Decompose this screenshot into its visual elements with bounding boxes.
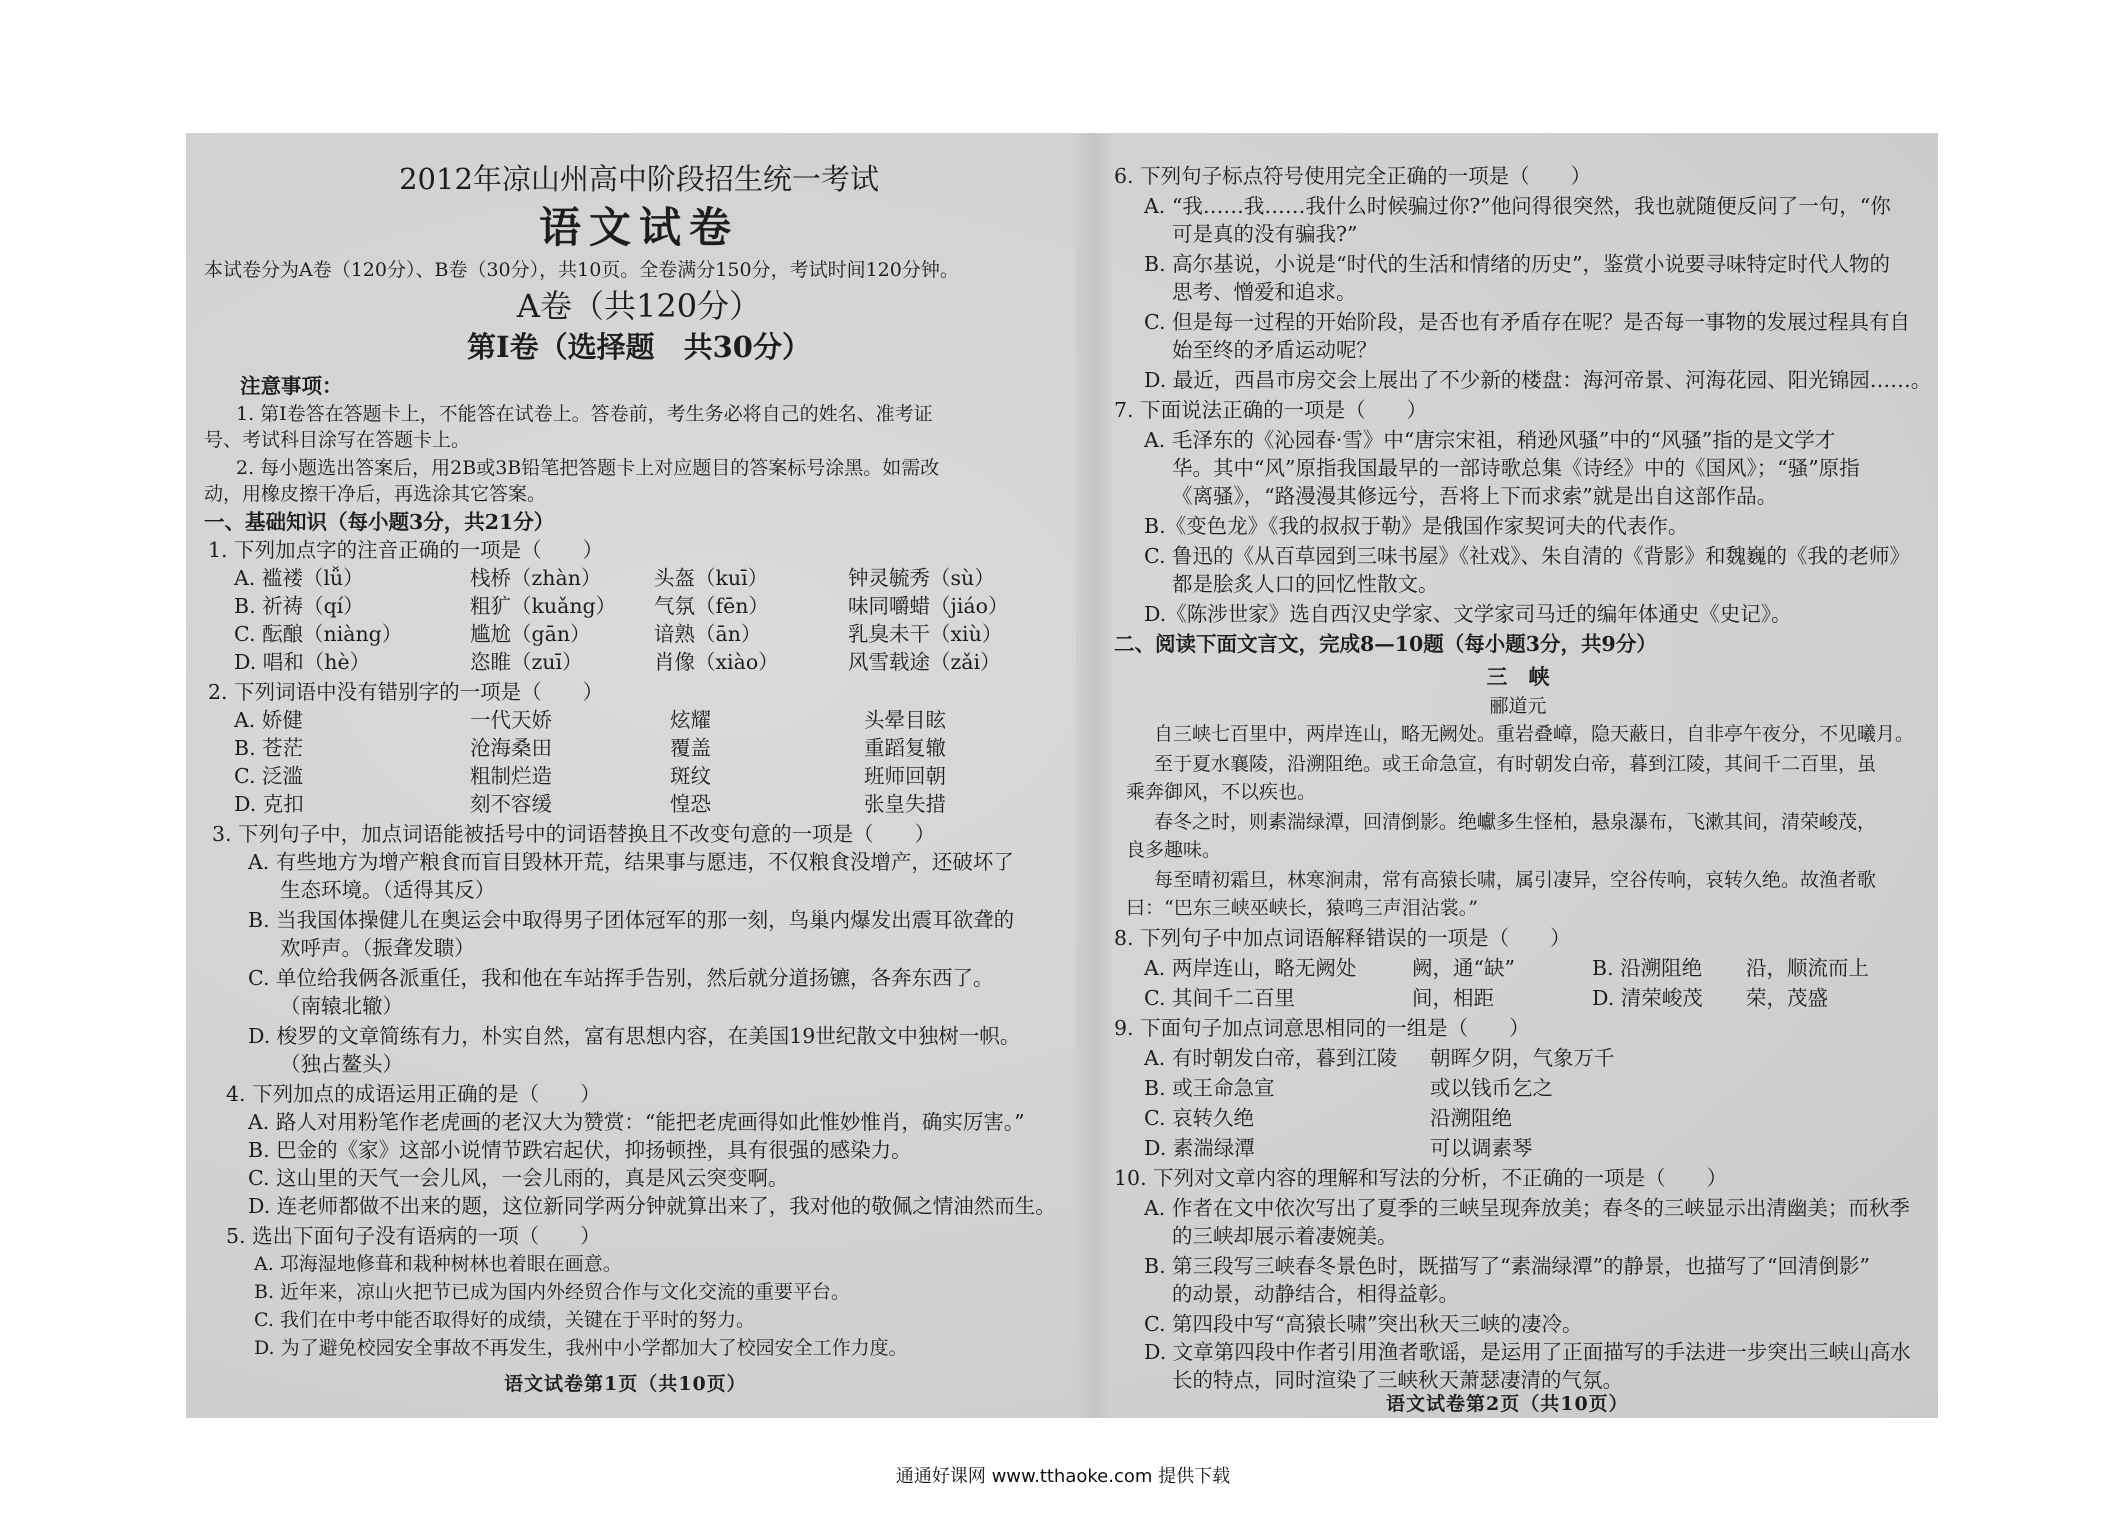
option-cell: 沧海桑田 [470,736,552,760]
option-cell: 谙熟（ān） [654,622,762,646]
question-text-line: 华。其中“风”原指我国最早的一部诗歌总集《诗经》中的《国风》；“骚”原指 [1172,456,1860,480]
option-cell: 荣，茂盛 [1746,986,1828,1010]
passage-line: 自三峡七百里中，两岸连山，略无阙处。重岩叠嶂，隐天蔽日，自非亭午夜分，不见曦月。 [1154,723,1915,745]
option-cell: 尴尬（gān） [470,622,591,646]
question-text-line: 思考、憎爱和追求。 [1172,280,1357,304]
option-cell: C. 泛滥 [234,764,303,788]
notes-title: 注意事项： [240,374,343,398]
question-9: 9. 下面句子加点词意思相同的一组是（ ） [1114,1016,1530,1040]
option-cell: 刻不容缓 [470,792,552,816]
section-heading: 一、基础知识（每小题3分，共21分） [204,510,555,534]
question-text-line: B. 近年来，凉山火把节已成为国内外经贸合作与文化交流的重要平台。 [254,1281,851,1303]
part-a-heading: A卷（共120分） [516,287,762,325]
option-cell: 一代天娇 [470,708,552,732]
note-line: 号、考试科目涂写在答题卡上。 [204,429,471,451]
option-cell: 头盔（kuī） [654,566,769,590]
question-text-line: （独占鳌头） [280,1052,403,1076]
note-line: 1. 第Ⅰ卷答在答题卡上，不能答在试卷上。答卷前，考生务必将自己的姓名、准考证 [236,403,933,425]
question-5: 5. 选出下面句子没有语病的一项（ ） [226,1224,601,1248]
question-text-line: 的三峡却展示着凄婉美。 [1172,1224,1398,1248]
question-text-line: 都是脍炙人口的回忆性散文。 [1172,572,1439,596]
question-text-line: C. 这山里的天气一会儿风，一会儿雨的，真是风云突变啊。 [248,1166,789,1190]
page-footer: 语文试卷第2页（共10页） [1386,1393,1629,1415]
option-cell: 肖像（xiào） [654,650,779,674]
question-text-line: A. 作者在文中依次写出了夏季的三峡呈现奔放美；春冬的三峡显示出清幽美；而秋季 [1144,1196,1910,1220]
passage-line: 曰：“巴东三峡巫峡长，猿鸣三声泪沾裳。” [1126,897,1478,919]
download-credit: 通通好课网 www.tthaoke.com 提供下载 [895,1466,1231,1487]
question-text-line: C. 第四段中写“高猿长啸”突出秋天三峡的凄冷。 [1144,1312,1583,1336]
question-text-line: D. 梭罗的文章简练有力，朴实自然，富有思想内容，在美国19世纪散文中独树一帜。 [248,1024,1021,1048]
option-cell: A. 娇健 [234,708,303,732]
exam-page-1 [204,133,1074,1418]
question-text-line: 《离骚》，“路漫漫其修远兮，吾将上下而求索”就是出自这部作品。 [1172,484,1778,508]
option-cell: 味同嚼蜡（jiáo） [848,594,1009,618]
question-2: 2. 下列词语中没有错别字的一项是（ ） [208,680,604,704]
option-cell: C. 其间千二百里 [1144,986,1295,1010]
question-text-line: D. 为了避免校园安全事故不再发生，我州中小学都加大了校园安全工作力度。 [254,1337,908,1359]
question-3: 3. 下列句子中，加点词语能被括号中的词语替换且不改变句意的一项是（ ） [212,822,936,846]
option-cell: C. 哀转久绝 [1144,1106,1254,1130]
exam-page-2 [1114,133,1932,1418]
question-text-line: B. 巴金的《家》这部小说情节跌宕起伏，抑扬顿挫，具有很强的感染力。 [248,1138,912,1162]
option-cell: B. 沿溯阻绝 [1592,956,1703,980]
section-heading: 二、阅读下面文言文，完成8—10题（每小题3分，共9分） [1114,632,1657,656]
option-cell: 或以钱币乞之 [1430,1076,1553,1100]
question-7: 7. 下面说法正确的一项是（ ） [1114,398,1428,422]
option-cell: 斑纹 [670,764,711,788]
option-cell: C. 酝酿（niàng） [234,622,403,646]
scanned-exam-spread [186,133,1938,1418]
option-cell: 阙，通“缺” [1412,956,1515,980]
option-cell: 班师回朝 [864,764,946,788]
option-cell: 乳臭未干（xiù） [848,622,1003,646]
question-text-line: B. 高尔基说，小说是“时代的生活和情绪的历史”，鉴赏小说要寻味特定时代人物的 [1144,252,1891,276]
question-text-line: B. 第三段写三峡春冬景色时，既描写了“素湍绿潭”的静景，也描写了“回清倒影” [1144,1254,1871,1278]
question-text-line: 欢呼声。（振聋发聩） [280,936,475,960]
question-4: 4. 下列加点的成语运用正确的是（ ） [226,1082,601,1106]
question-text-line: A. 有些地方为增产粮食而盲目毁林开荒，结果事与愿违，不仅粮食没增产，还破坏了 [248,850,1014,874]
option-cell: 炫耀 [670,708,711,732]
exam-intro: 本试卷分为A卷（120分）、B卷（30分），共10页。全卷满分150分，考试时间120分钟。 [204,259,959,281]
option-cell: D. 克扣 [234,792,304,816]
option-cell: 张皇失措 [864,792,946,816]
passage-line: 至于夏水襄陵，沿溯阻绝。或王命急宣，有时朝发白帝，暮到江陵，其间千二百里，虽 [1154,753,1877,775]
note-line: 2. 每小题选出答案后，用2B或3B铅笔把答题卡上对应题目的答案标号涂黑。如需改 [236,457,940,479]
question-text-line: C. 单位给我俩各派重任，我和他在车站挥手告别，然后就分道扬镳，各奔东西了。 [248,966,994,990]
option-cell: 钟灵毓秀（sù） [848,566,995,590]
page-gutter [1076,133,1112,1418]
passage-author: 郦道元 [1489,695,1547,717]
option-cell: B. 苍茫 [234,736,304,760]
option-cell: 粗犷（kuǎng） [470,594,617,618]
option-cell: 粗制烂造 [470,764,552,788]
option-cell: 头晕目眩 [864,708,946,732]
question-text-line: C. 我们在中考中能否取得好的成绩，关键在于平时的努力。 [254,1309,755,1331]
question-text-line: 长的特点，同时渲染了三峡秋天萧瑟凄清的气氛。 [1172,1368,1623,1392]
option-cell: 惶恐 [670,792,711,816]
question-text-line: C. 但是每一过程的开始阶段，是否也有矛盾存在呢？是否每一事物的发展过程具有自 [1144,310,1910,334]
option-cell: B. 祈祷（qí） [234,594,364,618]
note-line: 动，用橡皮擦干净后，再选涂其它答案。 [204,483,547,505]
option-cell: 气氛（fēn） [654,594,769,618]
exam-title: 2012年凉山州高中阶段招生统一考试 [399,162,879,196]
subject-title: 语文试卷 [538,203,739,252]
passage-line: 良多趣味。 [1126,839,1222,861]
option-cell: D. 唱和（hè） [234,650,371,674]
option-cell: 栈桥（zhàn） [470,566,602,590]
question-text-line: 生态环境。（适得其反） [280,878,496,902]
question-text-line: B.《变色龙》《我的叔叔于勒》是俄国作家契诃夫的代表作。 [1144,514,1689,538]
option-cell: 重蹈复辙 [864,736,946,760]
question-text-line: 可是真的没有骗我?” [1172,222,1358,246]
option-cell: 覆盖 [670,736,711,760]
part-one-heading: 第Ⅰ卷（选择题 共30分） [467,330,811,364]
question-text-line: B. 当我国体操健儿在奥运会中取得男子团体冠军的那一刻，鸟巢内爆发出震耳欲聋的 [248,908,1015,932]
question-text-line: 始至终的矛盾运动呢？ [1172,338,1377,362]
question-text-line: C. 鲁迅的《从百草园到三味书屋》《社戏》、朱自清的《背影》和魏巍的《我的老师》 [1144,544,1910,568]
option-cell: D. 素湍绿潭 [1144,1136,1255,1160]
question-text-line: D.《陈涉世家》选自西汉史学家、文学家司马迁的编年体通史《史记》。 [1144,602,1792,626]
question-text-line: A. 邛海湿地修葺和栽种树林也着眼在画意。 [254,1253,622,1275]
question-text-line: D. 最近，西昌市房交会上展出了不少新的楼盘：海河帝景、河海花园、阳光锦园……。 [1144,368,1932,392]
option-cell: 沿溯阻绝 [1430,1106,1512,1130]
passage-line: 每至晴初霜旦，林寒涧肃，常有高猿长啸，属引凄异，空谷传响，哀转久绝。故渔者歌 [1154,869,1877,891]
option-cell: 恣睢（zuī） [470,650,583,674]
question-text-line: D. 连老师都做不出来的题，这位新同学两分钟就算出来了，我对他的敬佩之情油然而生。 [248,1194,1056,1218]
option-cell: A. 两岸连山，略无阙处 [1144,956,1357,980]
option-cell: 朝晖夕阴，气象万千 [1430,1046,1615,1070]
question-text-line: A. “我……我……我什么时候骗过你?”他问得很突然，我也就随便反问了一句，“你 [1144,194,1891,218]
option-cell: A. 有时朝发白帝，暮到江陵 [1144,1046,1398,1070]
question-10: 10. 下列对文章内容的理解和写法的分析，不正确的一项是（ ） [1114,1166,1728,1190]
question-text-line: 的动景，动静结合，相得益彰。 [1172,1282,1459,1306]
option-cell: 风雪载途（zǎi） [848,650,1001,674]
passage-line: 春冬之时，则素湍绿潭，回清倒影。绝巘多生怪柏，悬泉瀑布，飞漱其间，清荣峻茂， [1154,811,1877,833]
option-cell: 可以调素琴 [1430,1136,1533,1160]
question-text-line: （南辕北辙） [280,994,403,1018]
question-text-line: A. 毛泽东的《沁园春·雪》中“唐宗宋祖，稍逊风骚”中的“风骚”指的是文学才 [1144,428,1836,452]
question-text-line: A. 路人对用粉笔作老虎画的老汉大为赞赏：“能把老虎画得如此惟妙惟肖，确实厉害。” [248,1110,1025,1134]
option-cell: 沿，顺流而上 [1746,956,1869,980]
question-1: 1. 下列加点字的注音正确的一项是（ ） [208,538,604,562]
option-cell: B. 或王命急宣 [1144,1076,1275,1100]
option-cell: A. 褴褛（lǚ） [234,566,364,590]
option-cell: D. 清荣峻茂 [1592,986,1703,1010]
question-8: 8. 下列句子中加点词语解释错误的一项是（ ） [1114,926,1571,950]
passage-title: 三 峡 [1486,664,1550,689]
page-footer: 语文试卷第1页（共10页） [504,1373,747,1395]
question-6: 6. 下列句子标点符号使用完全正确的一项是（ ） [1114,164,1592,188]
option-cell: 间，相距 [1412,986,1494,1010]
passage-line: 乘奔御风，不以疾也。 [1126,781,1317,803]
question-text-line: D. 文章第四段中作者引用渔者歌谣，是运用了正面描写的手法进一步突出三峡山高水 [1144,1340,1911,1364]
